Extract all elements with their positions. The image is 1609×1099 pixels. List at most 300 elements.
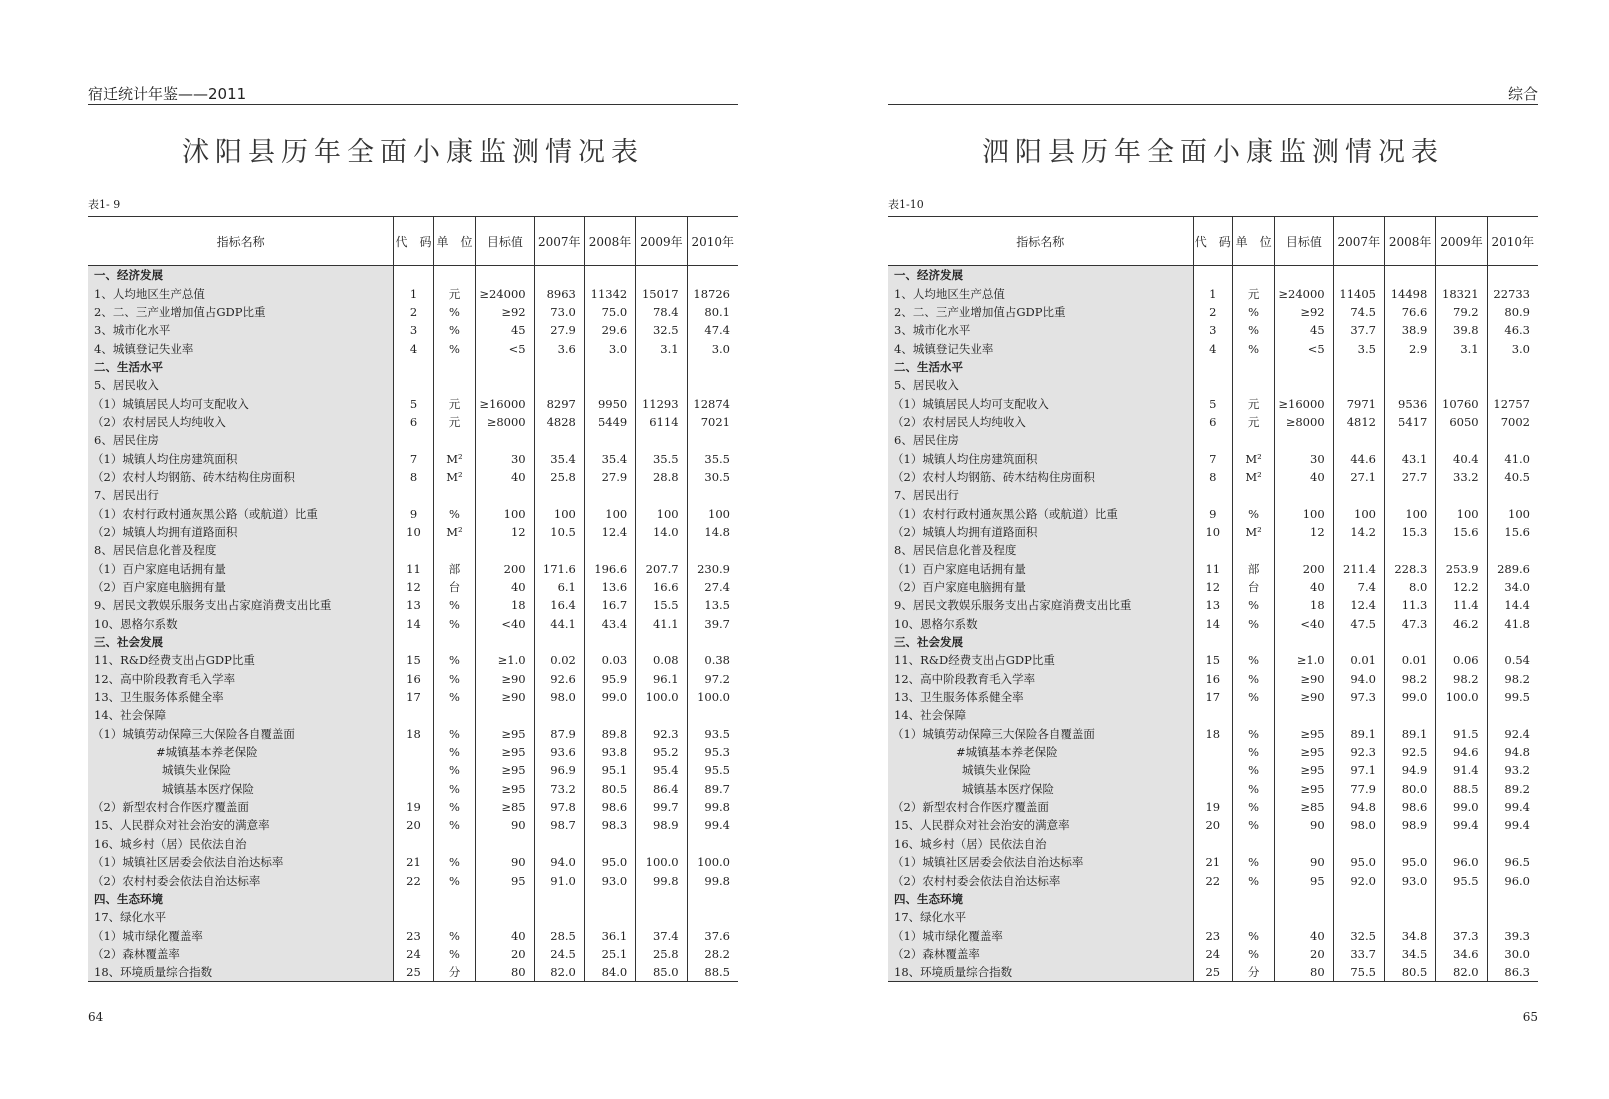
indicator-name-cell: 5、居民收入 <box>88 376 394 394</box>
target-cell <box>1275 431 1333 449</box>
unit-cell: % <box>1232 596 1274 614</box>
y2008-cell <box>1384 890 1435 908</box>
indicator-name-cell: 城镇基本医疗保险 <box>88 780 394 798</box>
table-row <box>88 541 738 559</box>
y2009-cell <box>636 633 687 651</box>
indicator-name-cell: （2）百户家庭电脑拥有量 <box>888 578 1193 596</box>
y2010-cell: 88.5 <box>687 963 738 982</box>
y2009-cell: 37.3 <box>1436 926 1487 944</box>
target-cell: 95 <box>476 871 534 889</box>
indicator-name-cell: （2）百户家庭电脑拥有量 <box>88 578 394 596</box>
code-cell: 3 <box>1193 321 1232 339</box>
table-row <box>888 376 1538 394</box>
indicator-name-cell: （1）百户家庭电话拥有量 <box>88 560 394 578</box>
unit-cell <box>433 706 475 724</box>
indicator-name-cell: 4、城镇登记失业率 <box>88 339 394 357</box>
table-row <box>888 633 1538 651</box>
y2008-cell: 14498 <box>1384 284 1435 302</box>
y2010-cell <box>687 908 738 926</box>
y2009-cell: 3.1 <box>1436 339 1487 357</box>
y2008-cell <box>584 358 635 376</box>
target-cell: 30 <box>476 449 534 467</box>
code-cell: 16 <box>1193 670 1232 688</box>
y2010-cell: 99.8 <box>687 871 738 889</box>
y2010-cell: 93.5 <box>687 725 738 743</box>
unit-cell: % <box>433 670 475 688</box>
code-cell: 5 <box>394 394 434 412</box>
indicator-name-cell: （1）城镇居民人均可支配收入 <box>888 394 1193 412</box>
table-row <box>888 651 1538 669</box>
y2007-cell: 82.0 <box>534 963 584 982</box>
y2009-cell <box>636 266 687 285</box>
table-row <box>88 284 738 302</box>
target-cell <box>1275 358 1333 376</box>
y2010-cell: 95.3 <box>687 743 738 761</box>
left-page <box>88 0 738 1099</box>
y2007-cell: 25.8 <box>534 468 584 486</box>
target-cell <box>1275 706 1333 724</box>
y2007-cell <box>1333 541 1384 559</box>
y2009-cell: 46.2 <box>1436 615 1487 633</box>
code-cell: 16 <box>394 670 434 688</box>
y2009-cell <box>636 890 687 908</box>
target-cell: 20 <box>1275 945 1333 963</box>
y2008-cell: 76.6 <box>1384 303 1435 321</box>
target-cell: ≥24000 <box>1275 284 1333 302</box>
y2007-cell: 4828 <box>534 413 584 431</box>
y2007-cell <box>1333 890 1384 908</box>
indicator-name-cell: #城镇基本养老保险 <box>88 743 394 761</box>
y2008-cell <box>584 633 635 651</box>
target-cell: ≥90 <box>476 688 534 706</box>
y2007-cell: 44.6 <box>1333 449 1384 467</box>
table-row <box>888 853 1538 871</box>
indicator-name-cell: #城镇基本养老保险 <box>888 743 1193 761</box>
y2010-cell: 14.4 <box>1487 596 1538 614</box>
target-cell <box>476 431 534 449</box>
y2009-cell <box>636 358 687 376</box>
y2010-cell: 37.6 <box>687 926 738 944</box>
table-row <box>88 303 738 321</box>
target-cell <box>476 890 534 908</box>
code-cell: 12 <box>394 578 434 596</box>
code-cell: 20 <box>394 816 434 834</box>
unit-cell <box>1232 486 1274 504</box>
table-row <box>888 743 1538 761</box>
indicator-name-cell: 15、人民群众对社会治安的满意率 <box>88 816 394 834</box>
y2008-cell: 36.1 <box>584 926 635 944</box>
running-header: 宿迁统计年鉴——2011 <box>88 84 738 105</box>
target-cell: ≥90 <box>1275 670 1333 688</box>
unit-cell: % <box>1232 303 1274 321</box>
indicator-name-cell: （1）百户家庭电话拥有量 <box>888 560 1193 578</box>
unit-cell: % <box>1232 780 1274 798</box>
y2009-cell: 99.0 <box>1436 798 1487 816</box>
y2007-cell <box>534 486 584 504</box>
code-cell: 13 <box>1193 596 1232 614</box>
y2010-cell <box>687 431 738 449</box>
table-row <box>88 358 738 376</box>
y2007-cell: 97.8 <box>534 798 584 816</box>
y2010-cell <box>1487 376 1538 394</box>
target-cell <box>1275 376 1333 394</box>
target-cell <box>476 266 534 285</box>
unit-cell: % <box>1232 853 1274 871</box>
table-row <box>888 725 1538 743</box>
y2009-cell: 6050 <box>1436 413 1487 431</box>
target-cell: ≥8000 <box>476 413 534 431</box>
y2010-cell: 47.4 <box>687 321 738 339</box>
y2007-cell: 27.9 <box>534 321 584 339</box>
y2009-cell: 99.4 <box>1436 816 1487 834</box>
table-row <box>88 394 738 412</box>
y2007-cell: 97.3 <box>1333 688 1384 706</box>
column-header: 指标名称 <box>888 217 1193 266</box>
y2008-cell <box>1384 835 1435 853</box>
unit-cell: % <box>433 816 475 834</box>
y2007-cell: 35.4 <box>534 449 584 467</box>
code-cell <box>394 431 434 449</box>
y2007-cell: 44.1 <box>534 615 584 633</box>
table-row <box>88 651 738 669</box>
indicator-name-cell: 3、城市化水平 <box>888 321 1193 339</box>
y2008-cell: 95.9 <box>584 670 635 688</box>
table-row <box>888 504 1538 522</box>
y2007-cell: 87.9 <box>534 725 584 743</box>
y2010-cell: 40.5 <box>1487 468 1538 486</box>
indicator-name-cell: 14、社会保障 <box>88 706 394 724</box>
target-cell: 90 <box>1275 853 1333 871</box>
y2009-cell: 91.5 <box>1436 725 1487 743</box>
target-cell: ≥85 <box>476 798 534 816</box>
table-row <box>88 376 738 394</box>
y2007-cell <box>534 835 584 853</box>
indicator-name-cell: 5、居民收入 <box>888 376 1193 394</box>
y2009-cell: 37.4 <box>636 926 687 944</box>
indicator-name-cell: （2）农村村委会依法自治达标率 <box>888 871 1193 889</box>
code-cell: 11 <box>1193 560 1232 578</box>
target-cell: ≥90 <box>476 670 534 688</box>
y2007-cell: 33.7 <box>1333 945 1384 963</box>
table-row <box>88 945 738 963</box>
indicator-name-cell: 三、社会发展 <box>88 633 394 651</box>
y2008-cell: 27.7 <box>1384 468 1435 486</box>
indicator-name-cell: （2）城镇人均拥有道路面积 <box>88 523 394 541</box>
y2008-cell: 11342 <box>584 284 635 302</box>
table-row <box>888 578 1538 596</box>
table-row <box>88 743 738 761</box>
y2008-cell: 43.4 <box>584 615 635 633</box>
y2009-cell: 39.8 <box>1436 321 1487 339</box>
code-cell <box>394 266 434 285</box>
unit-cell <box>433 908 475 926</box>
code-cell <box>394 633 434 651</box>
column-header: 2010年 <box>1487 217 1538 266</box>
table-row <box>88 871 738 889</box>
target-cell: 12 <box>1275 523 1333 541</box>
y2010-cell: 93.2 <box>1487 761 1538 779</box>
target-cell: ≥95 <box>476 743 534 761</box>
code-cell <box>1193 431 1232 449</box>
y2010-cell: 86.3 <box>1487 963 1538 982</box>
code-cell: 14 <box>1193 615 1232 633</box>
column-header: 2008年 <box>584 217 635 266</box>
code-cell <box>394 486 434 504</box>
indicator-name-cell: 一、经济发展 <box>88 266 394 285</box>
y2007-cell: 24.5 <box>534 945 584 963</box>
code-cell: 5 <box>1193 394 1232 412</box>
code-cell <box>1193 706 1232 724</box>
table-row <box>88 486 738 504</box>
y2008-cell: 98.2 <box>1384 670 1435 688</box>
target-cell <box>1275 890 1333 908</box>
y2010-cell: 96.5 <box>1487 853 1538 871</box>
y2010-cell: 89.2 <box>1487 780 1538 798</box>
y2009-cell: 18321 <box>1436 284 1487 302</box>
y2008-cell <box>1384 633 1435 651</box>
y2010-cell <box>687 358 738 376</box>
code-cell <box>394 835 434 853</box>
target-cell: ≥95 <box>476 725 534 743</box>
table-row <box>888 266 1538 285</box>
y2009-cell: 16.6 <box>636 578 687 596</box>
y2008-cell: 13.6 <box>584 578 635 596</box>
y2008-cell: 9536 <box>1384 394 1435 412</box>
target-cell: 80 <box>476 963 534 982</box>
y2007-cell: 8297 <box>534 394 584 412</box>
indicator-name-cell: 6、居民住房 <box>88 431 394 449</box>
table-row <box>888 321 1538 339</box>
table-row <box>88 413 738 431</box>
y2007-cell <box>1333 486 1384 504</box>
y2010-cell: 80.9 <box>1487 303 1538 321</box>
table-title: 泗阳县历年全面小康监测情况表 <box>982 137 1444 168</box>
unit-cell: 台 <box>433 578 475 596</box>
y2009-cell: 15017 <box>636 284 687 302</box>
y2009-cell: 95.2 <box>636 743 687 761</box>
y2010-cell: 100 <box>1487 504 1538 522</box>
y2008-cell: 93.0 <box>1384 871 1435 889</box>
table-row <box>88 560 738 578</box>
y2010-cell: 96.0 <box>1487 871 1538 889</box>
indicator-name-cell: 15、人民群众对社会治安的满意率 <box>888 816 1193 834</box>
code-cell: 19 <box>394 798 434 816</box>
indicator-name-cell: 16、城乡村（居）民依法自治 <box>88 835 394 853</box>
y2008-cell: 95.0 <box>1384 853 1435 871</box>
target-cell: 40 <box>1275 926 1333 944</box>
y2009-cell <box>1436 835 1487 853</box>
y2009-cell: 91.4 <box>1436 761 1487 779</box>
y2007-cell: 32.5 <box>1333 926 1384 944</box>
target-cell: 100 <box>476 504 534 522</box>
table-row <box>888 670 1538 688</box>
indicator-name-cell: （1）城市绿化覆盖率 <box>888 926 1193 944</box>
target-cell: ≥92 <box>1275 303 1333 321</box>
code-cell <box>1193 908 1232 926</box>
indicator-name-cell: （1）城镇劳动保障三大保险各自覆盖面 <box>88 725 394 743</box>
unit-cell: % <box>1232 688 1274 706</box>
column-header: 代 码 <box>1193 217 1232 266</box>
indicator-name-cell: 7、居民出行 <box>88 486 394 504</box>
y2009-cell: 11.4 <box>1436 596 1487 614</box>
y2008-cell: 75.0 <box>584 303 635 321</box>
y2008-cell <box>1384 706 1435 724</box>
indicator-name-cell: （2）森林覆盖率 <box>888 945 1193 963</box>
y2008-cell <box>1384 376 1435 394</box>
y2009-cell: 25.8 <box>636 945 687 963</box>
unit-cell: % <box>433 651 475 669</box>
indicator-name-cell: 18、环境质量综合指数 <box>888 963 1193 982</box>
code-cell <box>394 541 434 559</box>
target-cell <box>476 376 534 394</box>
unit-cell: % <box>433 596 475 614</box>
y2007-cell <box>1333 908 1384 926</box>
target-cell <box>1275 266 1333 285</box>
y2008-cell: 29.6 <box>584 321 635 339</box>
y2009-cell: 207.7 <box>636 560 687 578</box>
y2010-cell: 94.8 <box>1487 743 1538 761</box>
y2009-cell <box>1436 633 1487 651</box>
y2010-cell: 99.4 <box>1487 798 1538 816</box>
code-cell: 18 <box>394 725 434 743</box>
y2010-cell: 100 <box>687 504 738 522</box>
indicator-name-cell: （2）新型农村合作医疗覆盖面 <box>88 798 394 816</box>
unit-cell: % <box>1232 743 1274 761</box>
table-row <box>888 963 1538 982</box>
y2010-cell <box>1487 358 1538 376</box>
y2008-cell <box>1384 266 1435 285</box>
table-row <box>888 798 1538 816</box>
header-row <box>88 217 738 266</box>
table-row <box>888 688 1538 706</box>
y2010-cell: 99.4 <box>1487 816 1538 834</box>
code-cell: 14 <box>394 615 434 633</box>
unit-cell: M² <box>1232 449 1274 467</box>
y2008-cell: 16.7 <box>584 596 635 614</box>
unit-cell: % <box>433 853 475 871</box>
code-cell: 19 <box>1193 798 1232 816</box>
code-cell <box>394 761 434 779</box>
table-row <box>88 670 738 688</box>
unit-cell: M² <box>433 449 475 467</box>
indicator-name-cell: 9、居民文教娱乐服务支出占家庭消费支出比重 <box>888 596 1193 614</box>
y2007-cell: 94.0 <box>1333 670 1384 688</box>
unit-cell: % <box>1232 321 1274 339</box>
y2007-cell <box>534 908 584 926</box>
y2007-cell: 92.3 <box>1333 743 1384 761</box>
y2007-cell: 95.0 <box>1333 853 1384 871</box>
y2009-cell: 94.6 <box>1436 743 1487 761</box>
y2007-cell: 8963 <box>534 284 584 302</box>
unit-cell: % <box>433 688 475 706</box>
y2010-cell <box>1487 890 1538 908</box>
y2008-cell: 2.9 <box>1384 339 1435 357</box>
target-cell <box>476 633 534 651</box>
unit-cell: % <box>433 303 475 321</box>
y2009-cell <box>1436 358 1487 376</box>
y2007-cell <box>534 376 584 394</box>
y2009-cell: 6114 <box>636 413 687 431</box>
page-number: 64 <box>88 1010 104 1024</box>
y2007-cell <box>1333 431 1384 449</box>
code-cell: 24 <box>394 945 434 963</box>
y2009-cell: 41.1 <box>636 615 687 633</box>
y2007-cell: 98.7 <box>534 816 584 834</box>
y2008-cell <box>1384 358 1435 376</box>
unit-cell <box>433 890 475 908</box>
y2009-cell: 99.8 <box>636 871 687 889</box>
target-cell: 200 <box>1275 560 1333 578</box>
target-cell: 12 <box>476 523 534 541</box>
code-cell: 21 <box>394 853 434 871</box>
indicator-name-cell: （1）城市绿化覆盖率 <box>88 926 394 944</box>
target-cell: 40 <box>1275 468 1333 486</box>
y2008-cell: 98.6 <box>1384 798 1435 816</box>
y2008-cell: 0.03 <box>584 651 635 669</box>
indicator-name-cell: 10、恩格尔系数 <box>88 615 394 633</box>
header-row <box>888 217 1538 266</box>
code-cell: 17 <box>394 688 434 706</box>
indicator-name-cell: 14、社会保障 <box>888 706 1193 724</box>
y2007-cell: 12.4 <box>1333 596 1384 614</box>
running-header: 综合 <box>888 84 1538 105</box>
y2008-cell: 89.1 <box>1384 725 1435 743</box>
table-row <box>888 431 1538 449</box>
column-header: 单 位 <box>1232 217 1274 266</box>
unit-cell: % <box>1232 871 1274 889</box>
table-body <box>88 266 738 982</box>
y2008-cell: 100 <box>584 504 635 522</box>
target-cell: 90 <box>476 816 534 834</box>
table-row <box>888 816 1538 834</box>
target-cell: ≥95 <box>1275 761 1333 779</box>
y2009-cell: 92.3 <box>636 725 687 743</box>
unit-cell: % <box>1232 339 1274 357</box>
code-cell: 12 <box>1193 578 1232 596</box>
page-number: 65 <box>1522 1010 1538 1024</box>
y2008-cell <box>584 908 635 926</box>
code-cell: 8 <box>394 468 434 486</box>
y2010-cell: 92.4 <box>1487 725 1538 743</box>
code-cell <box>394 706 434 724</box>
y2008-cell: 98.6 <box>584 798 635 816</box>
y2009-cell: 3.1 <box>636 339 687 357</box>
indicator-name-cell: 四、生态环境 <box>88 890 394 908</box>
y2010-cell: 99.8 <box>687 798 738 816</box>
indicator-name-cell: 2、二、三产业增加值占GDP比重 <box>888 303 1193 321</box>
target-cell: ≥24000 <box>476 284 534 302</box>
unit-cell: M² <box>433 523 475 541</box>
y2007-cell: 92.0 <box>1333 871 1384 889</box>
target-cell: 40 <box>476 578 534 596</box>
target-cell: ≥8000 <box>1275 413 1333 431</box>
y2007-cell: 98.0 <box>1333 816 1384 834</box>
code-cell: 1 <box>1193 284 1232 302</box>
y2008-cell <box>1384 431 1435 449</box>
unit-cell: 元 <box>1232 394 1274 412</box>
table-row <box>888 926 1538 944</box>
y2008-cell <box>584 890 635 908</box>
unit-cell: 分 <box>1232 963 1274 982</box>
code-cell: 25 <box>1193 963 1232 982</box>
target-cell <box>1275 541 1333 559</box>
target-cell: ≥95 <box>1275 780 1333 798</box>
indicator-name-cell: 17、绿化水平 <box>88 908 394 926</box>
y2010-cell <box>687 633 738 651</box>
unit-cell <box>433 835 475 853</box>
code-cell <box>394 358 434 376</box>
y2010-cell: 28.2 <box>687 945 738 963</box>
